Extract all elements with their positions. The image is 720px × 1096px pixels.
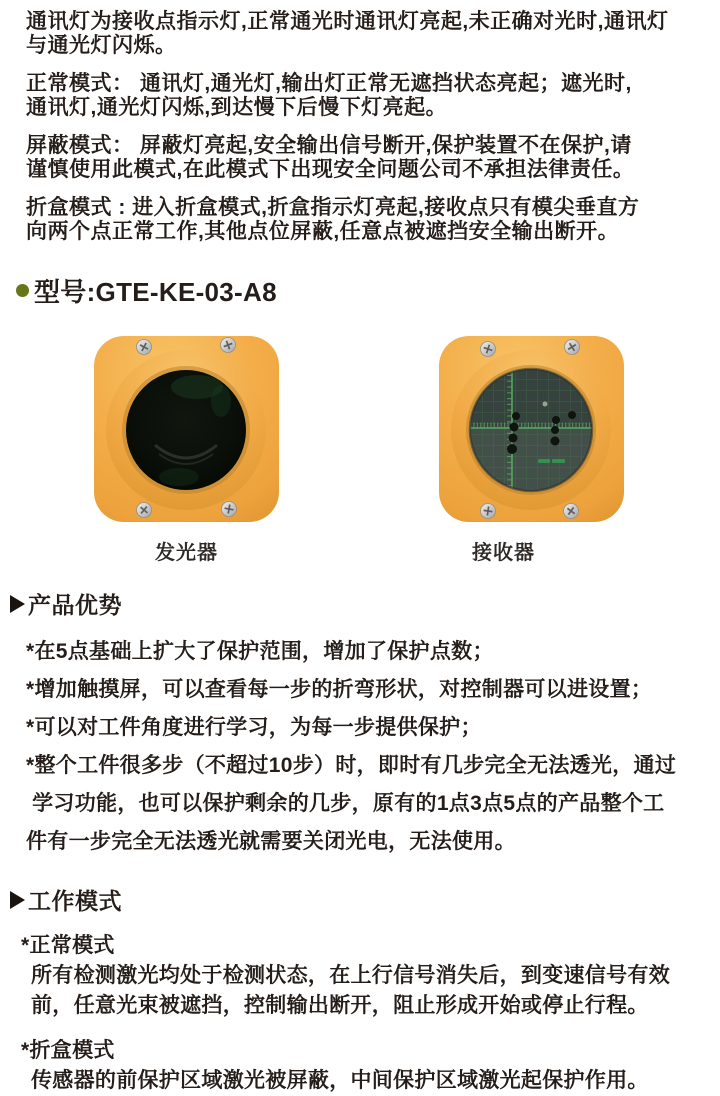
text-line: 与通光灯闪烁。: [26, 34, 177, 57]
text-line: *在5点基础上扩大了保护范围，增加了保护点数；: [26, 640, 494, 663]
intro-paragraph-communication-light: [26, 10, 694, 58]
bullet-dot-icon: [16, 284, 29, 297]
advantages-heading-text: 产品优势: [28, 592, 122, 618]
workmodes-section: [0, 931, 720, 1096]
model-number: 型号:GTE-KE-03-A8: [34, 277, 277, 307]
workmodes-heading-text: 工作模式: [28, 888, 122, 914]
advantages-heading: [10, 587, 720, 620]
text-line: 屏蔽模式： 屏蔽灯亮起,安全输出信号断开,保护装置不在保护,请: [26, 134, 632, 157]
mode-normal: [0, 931, 720, 1021]
product-images-row: [0, 335, 720, 565]
receiver-caption: 接收器: [472, 542, 535, 564]
model-heading: [16, 272, 720, 309]
intro-paragraph-foldbox-mode: [26, 196, 694, 244]
text-line: 正常模式： 通讯灯,通光灯,输出灯正常无遮挡状态亮起；遮光时,: [26, 72, 632, 95]
intro-paragraph-shield-mode: [26, 134, 694, 182]
advantages-list: [0, 620, 720, 861]
text-line: 件有一步完全无法透光就需要关闭光电，无法使用。: [26, 830, 516, 853]
text-line: 谨慎使用此模式,在此模式下出现安全问题公司不承担法律责任。: [26, 158, 635, 181]
text-line: 传感器的前保护区域激光被屏蔽，中间保护区域激光起保护作用。: [31, 1069, 649, 1092]
emitter-figure: [93, 335, 280, 565]
text-line: *可以对工件角度进行学习，为每一步提供保护；: [26, 716, 482, 739]
mode-normal-title: *正常模式: [21, 934, 115, 957]
text-line: 向两个点正常工作,其他点位屏蔽,任意点被遮挡安全输出断开。: [26, 220, 620, 243]
text-line: 所有检测激光均处于检测状态，在上行信号消失后，到变速信号有效: [31, 964, 670, 987]
receiver-photo-svg: [438, 335, 625, 523]
receiver-image: [438, 335, 625, 523]
emitter-caption: 发光器: [155, 542, 218, 564]
emitter-photo-svg: [93, 335, 280, 523]
triangle-bullet-icon: [10, 595, 25, 613]
text-line: *整个工件很多步（不超过10步）时，即时有几步完全无法透光，通过: [26, 754, 677, 777]
mode-foldbox-body: [31, 1066, 720, 1096]
mode-foldbox-title: *折盒模式: [21, 1039, 115, 1062]
receiver-figure: [438, 335, 625, 565]
text-line: 学习功能，也可以保护剩余的几步，原有的1点3点5点的产品整个工: [26, 792, 665, 815]
intro-section: [0, 10, 720, 244]
triangle-bullet-icon: [10, 891, 25, 909]
text-line: 前，任意光束被遮挡，控制输出断开，阻止形成开始或停止行程。: [31, 994, 649, 1017]
mode-normal-body: [31, 961, 720, 1021]
intro-paragraph-normal-mode: [26, 72, 694, 120]
mode-foldbox: [0, 1036, 720, 1096]
text-line: 通讯灯为接收点指示灯,正常通光时通讯灯亮起,未正确对光时,通讯灯: [26, 10, 669, 33]
text-line: 通讯灯,通光灯闪烁,到达慢下后慢下灯亮起。: [26, 96, 448, 119]
text-line: 折盒模式 : 进入折盒模式,折盒指示灯亮起,接收点只有模尖垂直方: [26, 196, 640, 219]
workmodes-heading: [10, 883, 720, 916]
text-line: *增加触摸屏，可以查看每一步的折弯形状，对控制器可以进设置；: [26, 678, 653, 701]
emitter-image: [93, 335, 280, 523]
